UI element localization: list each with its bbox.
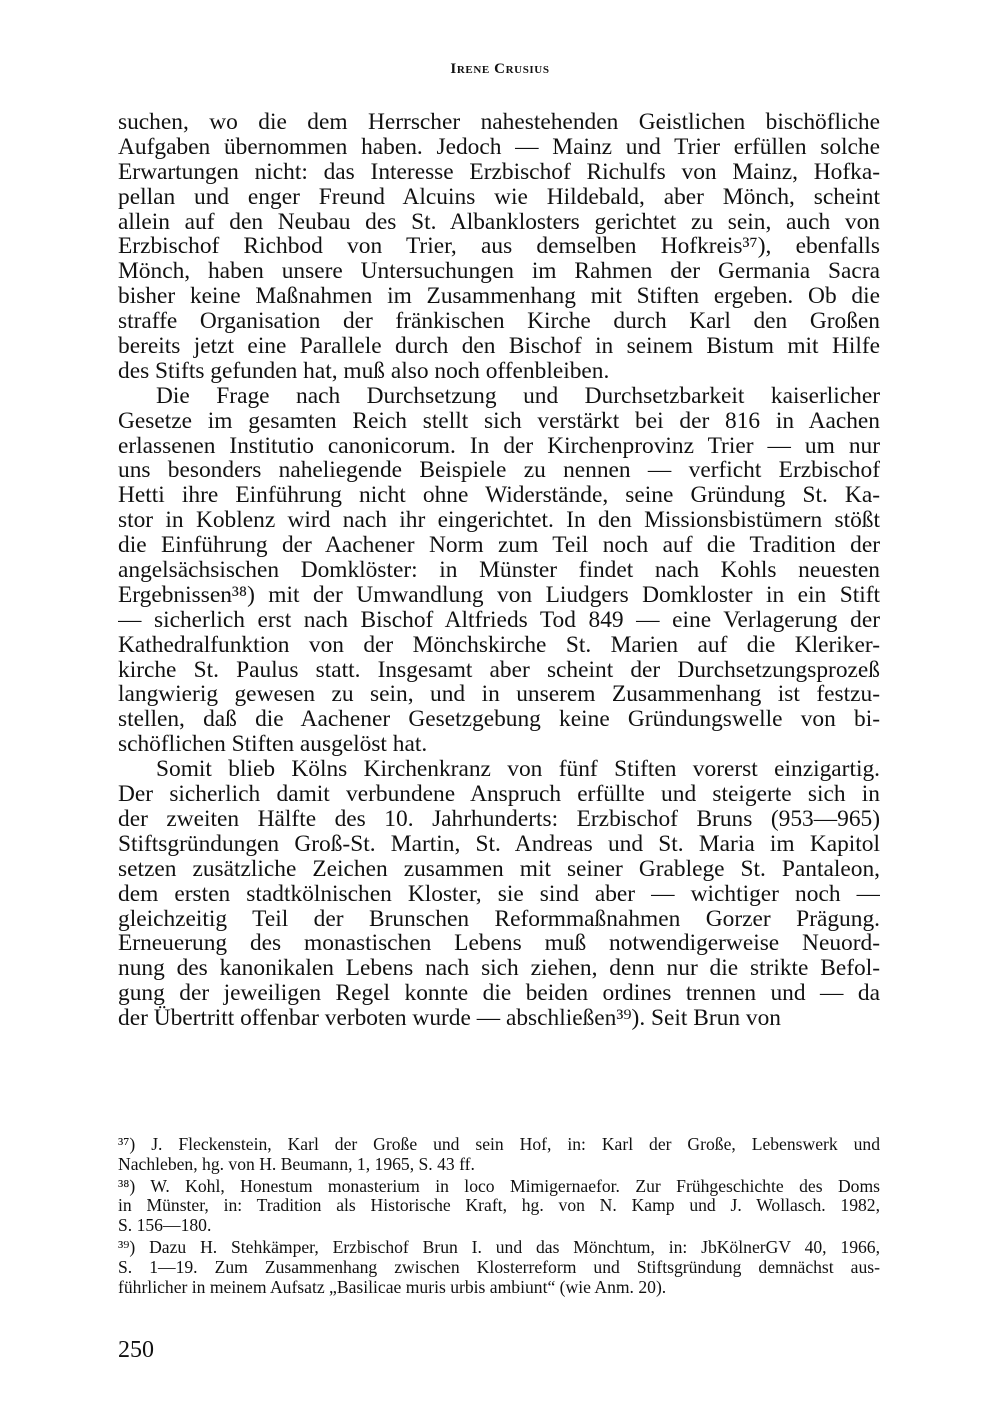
footnote-line: ³⁸) W. Kohl, Honestum monasterium in loco Mimigernaefor. Zur Frühgeschichte des Doms (118, 1176, 880, 1196)
text-line: gung der jeweiligen Regel konnte die beiden ordines trennen und — da (118, 981, 880, 1007)
text-line: des Stifts gefunden hat, muß also noch offenbleiben. (118, 358, 610, 384)
text-line: allein auf den Neubau des St. Albanklosters gerichtet zu sein, auch von (118, 209, 880, 235)
text-line: angelsächsischen Domklöster: in Münster findet nach Kohls neuesten (118, 558, 880, 583)
footnote (118, 1238, 880, 1297)
footnote-line: S. 156—180. (118, 1216, 212, 1236)
text-line: uns besonders naheliegende Beispiele zu nennen — verficht Erzbischof (118, 458, 880, 484)
text-line: Erneuerung des monastischen Lebens muß notwendigerweise Neuord- (118, 931, 880, 957)
text-line: erlassenen Institutio canonicorum. In der Kirchenprovinz Trier — um nur (118, 433, 880, 459)
text-line: setzen zusätzliche Zeichen zusammen mit seiner Grablege St. Pantaleon, (118, 856, 880, 882)
footnote-line: ³⁷) J. Fleckenstein, Karl der Große und sein Hof, in: Karl der Große, Lebenswerk und (118, 1135, 880, 1154)
paragraph (118, 384, 880, 757)
footnote-line: in Münster, in: Tradition als Historische Kraft, hg. von N. Kamp und J. Wollasch. 1982, (118, 1196, 880, 1216)
body-text (118, 110, 880, 1031)
text-line: schöflichen Stiften ausgelöst hat. (118, 732, 428, 758)
text-line: stellen, daß die Aachener Gesetzgebung keine Gründungswelle von bi- (118, 707, 880, 733)
text-line: die Einführung der Aachener Norm zum Teil noch auf die Tradition der (118, 533, 880, 559)
text-line: bereits jetzt eine Parallele durch den Bischof in seinem Bistum mit Hilfe (118, 334, 880, 359)
text-line: dem ersten stadtkölnischen Kloster, sie sind aber — wichtiger noch — (118, 881, 880, 907)
text-line: Erwartungen nicht: das Interesse Erzbischof Richulfs von Mainz, Hofka- (118, 159, 880, 185)
text-line: langwierig gewesen zu sein, und in unserem Zusammenhang ist festzu- (118, 682, 880, 708)
footnotes (118, 1135, 880, 1299)
text-line: Stiftsgründungen Groß-St. Martin, St. Andreas und St. Maria im Kapitol (118, 831, 880, 857)
text-line: Hetti ihre Einführung nicht ohne Widerstände, seine Gründung St. Ka- (118, 483, 880, 509)
text-line: pellan und enger Freund Alcuins wie Hildebald, aber Mönch, scheint (118, 184, 880, 210)
text-line: gleichzeitig Teil der Brunschen Reformmaßnahmen Gorzer Prägung. (118, 906, 880, 932)
text-line: Somit blieb Kölns Kirchenkranz von fünf Stiften vorerst einzigartig. (156, 757, 880, 783)
paragraph (118, 110, 880, 384)
text-line: Gesetze im gesamten Reich stellt sich verstärkt bei der 816 in Aachen (118, 408, 880, 434)
paragraph (118, 757, 880, 1031)
text-line: Der sicherlich damit verbundene Anspruch erfüllte und steigerte sich in (118, 782, 880, 807)
text-line: Mönch, haben unsere Untersuchungen im Rahmen der Germania Sacra (118, 259, 880, 285)
footnote (118, 1177, 880, 1236)
text-line: der Übertritt offenbar verboten wurde — abschließen³⁹). Seit Brun von (118, 1006, 781, 1031)
text-line: — sicherlich erst nach Bischof Altfrieds Tod 849 — eine Verlagerung der (118, 607, 880, 633)
footnote-line: Nachleben, hg. von H. Beumann, 1, 1965, S. 43 ff. (118, 1154, 475, 1174)
page-number: 250 (118, 1337, 154, 1363)
text-line: suchen, wo die dem Herrscher nahestehenden Geistlichen bischöfliche (118, 110, 880, 135)
text-line: der zweiten Hälfte des 10. Jahrhunderts: Erzbischof Bruns (953—965) (118, 806, 880, 832)
text-line: Kathedralfunktion von der Mönchskirche St. Marien auf die Kleriker- (118, 632, 880, 658)
text-line: Aufgaben übernommen haben. Jedoch — Mainz und Trier erfüllen solche (118, 134, 880, 160)
footnote-line: ³⁹) Dazu H. Stehkämper, Erzbischof Brun I. und das Mönchtum, in: JbKölnerGV 40, 1966, (118, 1237, 880, 1257)
text-line: bisher keine Maßnahmen im Zusammenhang mit Stiften ergeben. Ob die (118, 284, 880, 310)
running-head: Irene Crusius (450, 61, 550, 77)
text-line: kirche St. Paulus statt. Insgesamt aber scheint der Durchsetzungsprozeß (118, 657, 880, 683)
text-line: stor in Koblenz wird nach ihr eingerichtet. In den Missionsbistümern stößt (118, 508, 880, 534)
text-line: Die Frage nach Durchsetzung und Durchsetzbarkeit kaiserlicher (156, 383, 880, 409)
footnote-line: führlicher in meinem Aufsatz „Basilicae muris urbis ambiunt“ (wie Anm. 20). (118, 1277, 667, 1297)
footnote (118, 1135, 880, 1175)
text-line: straffe Organisation der fränkischen Kirche durch Karl den Großen (118, 309, 880, 335)
footnote-line: S. 1—19. Zum Zusammenhang zwischen Klosterreform und Stiftsgründung demnächst aus- (118, 1257, 880, 1277)
text-line: Ergebnissen³⁸) mit der Umwandlung von Liudgers Domkloster in ein Stift (118, 582, 880, 608)
text-line: Erzbischof Richbod von Trier, aus demselben Hofkreis³⁷), ebenfalls (118, 234, 880, 260)
text-line: nung des kanonikalen Lebens nach sich ziehen, denn nur die strikte Befol- (118, 956, 880, 982)
